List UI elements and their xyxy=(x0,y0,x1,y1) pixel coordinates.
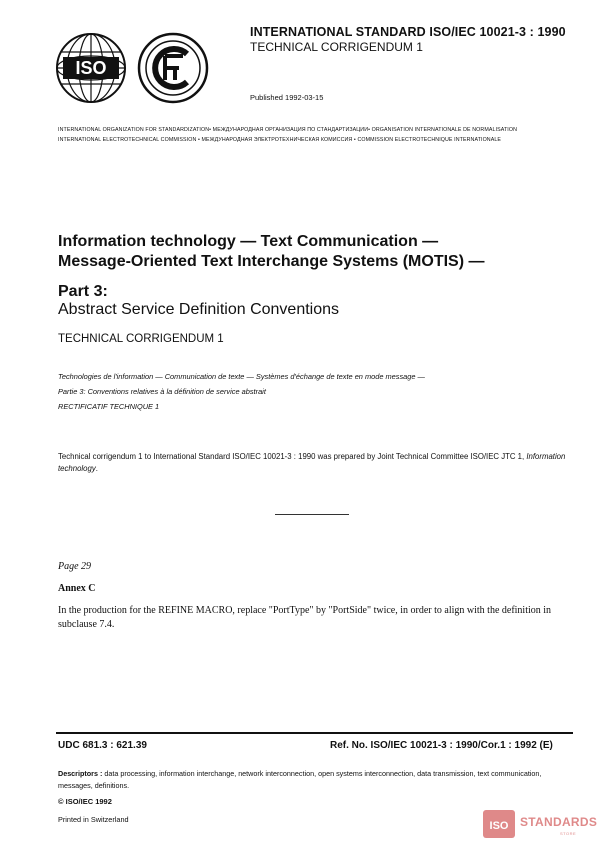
store-watermark xyxy=(482,808,597,840)
iso-badge-icon xyxy=(482,808,516,840)
copyright: © ISO/IEC 1992 xyxy=(58,797,112,806)
intro-text: Technical corrigendum 1 to International Standard ISO/IEC 10021-3 : 1990 was prepared by Joint Technical Committee ISO/IEC JTC 1, xyxy=(58,452,527,461)
french-title-line-2: Partie 3: Conventions relatives à la définition de service abstrait xyxy=(58,387,266,396)
iso-logo xyxy=(55,32,127,104)
printed-in: Printed in Switzerland xyxy=(58,815,129,824)
document-title-line-2: Message-Oriented Text Interchange Systems (MOTIS) — xyxy=(58,253,485,270)
page-reference: Page 29 xyxy=(58,561,92,572)
part-title: Abstract Service Definition Conventions xyxy=(58,301,340,318)
standard-subtitle: TECHNICAL CORRIGENDUM 1 xyxy=(250,40,423,54)
intro-paragraph xyxy=(58,451,573,475)
watermark-badge-text: ISO xyxy=(489,820,509,832)
annex-heading: Annex C xyxy=(58,583,96,594)
watermark-text: STANDARDS xyxy=(520,815,598,829)
correction-text: In the production for the REFINE MACRO, replace "PortType" by "PortSide" twice, in order to align with the definition in subclause 7.4. xyxy=(58,605,552,630)
part-number: Part 3: xyxy=(58,283,108,300)
org-line-iec: INTERNATIONAL ELECTROTECHNICAL COMMISSION • МЕЖДУНАРОДНАЯ ЭЛЕКТРОТЕХНИЧЕСКАЯ КОМИССИЯ • COMMISSION ELECTROTECHNIQUE INTERNATIONALE xyxy=(58,137,502,143)
french-title-line-3: RECTIFICATIF TECHNIQUE 1 xyxy=(58,402,160,411)
footer-rule xyxy=(56,732,573,734)
corrigendum-heading: TECHNICAL CORRIGENDUM 1 xyxy=(58,333,224,345)
separator-line xyxy=(275,514,349,515)
org-line-iso: INTERNATIONAL ORGANIZATION FOR STANDARDIZATION• МЕЖДУНАРОДНАЯ ОРГАНИЗАЦИЯ ПО СТАНДАРТИЗАЦИИ• ORGANISATION INTERNATIONALE DE NORMALISATION xyxy=(58,127,518,133)
descriptors-label: Descriptors : xyxy=(58,769,103,778)
intro-committee: Information technology xyxy=(58,452,566,473)
french-title-line-1: Technologies de l'information — Communication de texte — Systèmes d'échange de texte en mode message — xyxy=(58,372,425,381)
watermark-store: STORE xyxy=(560,831,577,836)
reference-number: Ref. No. ISO/IEC 10021-3 : 1990/Cor.1 : 1992 (E) xyxy=(330,740,553,751)
document-title-line-1: Information technology — Text Communication — xyxy=(58,233,439,250)
document-title xyxy=(58,232,484,272)
descriptors xyxy=(58,768,574,792)
intro-end: . xyxy=(95,464,98,473)
descriptors-list: data processing, information interchange, network interconnection, open systems interconnection, data transmission, text communication, messages, definitions. xyxy=(58,769,542,790)
published-date: Published 1992-03-15 xyxy=(250,93,324,102)
udc-number: UDC 681.3 : 621.39 xyxy=(58,740,147,751)
standard-title: INTERNATIONAL STANDARD ISO/IEC 10021-3 : 1990 xyxy=(250,25,566,39)
iec-logo xyxy=(137,32,209,104)
iso-logo-text: ISO xyxy=(75,58,107,78)
